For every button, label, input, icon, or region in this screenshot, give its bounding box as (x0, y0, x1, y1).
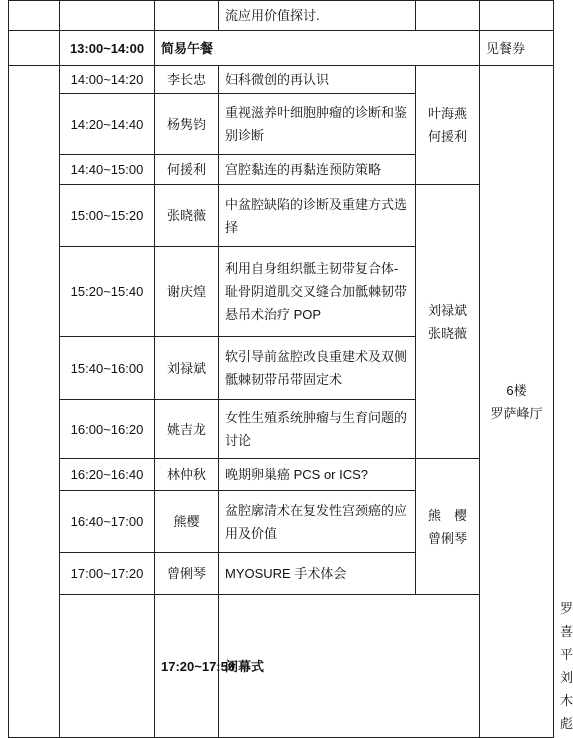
chair-cell (416, 66, 480, 185)
topic-cell: 妇科微创的再认识 (219, 66, 416, 94)
table-row (9, 66, 554, 94)
venue-cell (480, 1, 554, 31)
speaker-cell: 谢庆煌 (155, 247, 219, 337)
time-cell: 15:20~15:40 (60, 247, 155, 337)
time-cell: 17:00~17:20 (60, 553, 155, 595)
speaker-cell: 姚吉龙 (155, 400, 219, 459)
venue-hall: 罗萨峰厅 (490, 405, 543, 421)
speaker-cell: 杨隽钧 (155, 94, 219, 155)
speaker-cell: 曾俐琴 (155, 553, 219, 595)
chair-name: 叶海燕 (427, 106, 467, 121)
time-cell: 15:40~16:00 (60, 337, 155, 400)
time-cell (60, 1, 155, 31)
schedule-table (8, 0, 573, 738)
topic-cell: 流应用价值探讨. (219, 1, 416, 31)
topic-cell: 晚期卵巢癌 PCS or ICS? (219, 459, 416, 491)
topic-cell: MYOSURE 手术体会 (219, 553, 416, 595)
time-cell: 13:00~14:00 (60, 31, 155, 66)
blank-cell (9, 31, 60, 66)
topic-cell: 中盆腔缺陷的诊断及重建方式选择 (219, 185, 416, 247)
table-row (9, 459, 554, 491)
chair-name: 曾俐琴 (427, 530, 467, 546)
time-cell: 16:40~17:00 (60, 491, 155, 553)
venue-cell (480, 66, 554, 738)
time-cell: 16:00~16:20 (60, 400, 155, 459)
closing-title: 闭幕式 (219, 595, 480, 738)
chair-name: 张晓薇 (427, 325, 467, 341)
blank-cell (9, 66, 60, 738)
topic-cell: 女性生殖系统肿瘤与生育问题的讨论 (219, 400, 416, 459)
table-row (9, 185, 554, 247)
time-cell: 16:20~16:40 (60, 459, 155, 491)
speaker-cell: 熊樱 (155, 491, 219, 553)
table-row (9, 1, 554, 31)
topic-cell: 软引导前盆腔改良重建术及双侧骶棘韧带吊带固定术 (219, 337, 416, 400)
chair-name: 熊 樱 (427, 507, 467, 523)
topic-cell: 盆腔廓清术在复发性宫颈癌的应用及价值 (219, 491, 416, 553)
speaker-cell: 李长忠 (155, 66, 219, 94)
time-cell: 14:00~14:20 (60, 66, 155, 94)
speaker-cell: 张晓薇 (155, 185, 219, 247)
chair-name: 刘禄斌 (427, 302, 467, 318)
speaker-cell: 何援利 (155, 155, 219, 185)
topic-cell: 重视滋养叶细胞肿瘤的诊断和鉴别诊断 (219, 94, 416, 155)
speaker-cell: 林仲秋 (155, 459, 219, 491)
topic-cell: 利用自身组织骶主韧带复合体-耻骨阴道肌交叉缝合加骶棘韧带悬吊术治疗 POP (219, 247, 416, 337)
topic-cell: 宫腔黏连的再黏连预防策略 (219, 155, 416, 185)
speaker-cell (155, 1, 219, 31)
chair-cell (416, 1, 480, 31)
table-row: 17:20~17:50 闭幕式 罗喜平 刘木彪 (9, 595, 554, 738)
chair-cell (416, 459, 480, 595)
table-row (9, 31, 554, 66)
time-cell: 14:20~14:40 (60, 94, 155, 155)
venue-floor: 6楼 (506, 382, 527, 398)
speaker-cell: 刘禄斌 (155, 337, 219, 400)
lunch-title: 简易午餐 (155, 31, 480, 66)
time-cell: 17:20~17:50 (155, 595, 219, 738)
time-cell: 14:40~15:00 (60, 155, 155, 185)
venue-cell: 见餐券 (480, 31, 554, 66)
time-cell: 15:00~15:20 (60, 185, 155, 247)
blank-cell (9, 1, 60, 31)
chair-name: 何援利 (427, 129, 467, 144)
blank-cell (60, 595, 155, 738)
chair-cell (416, 185, 480, 459)
